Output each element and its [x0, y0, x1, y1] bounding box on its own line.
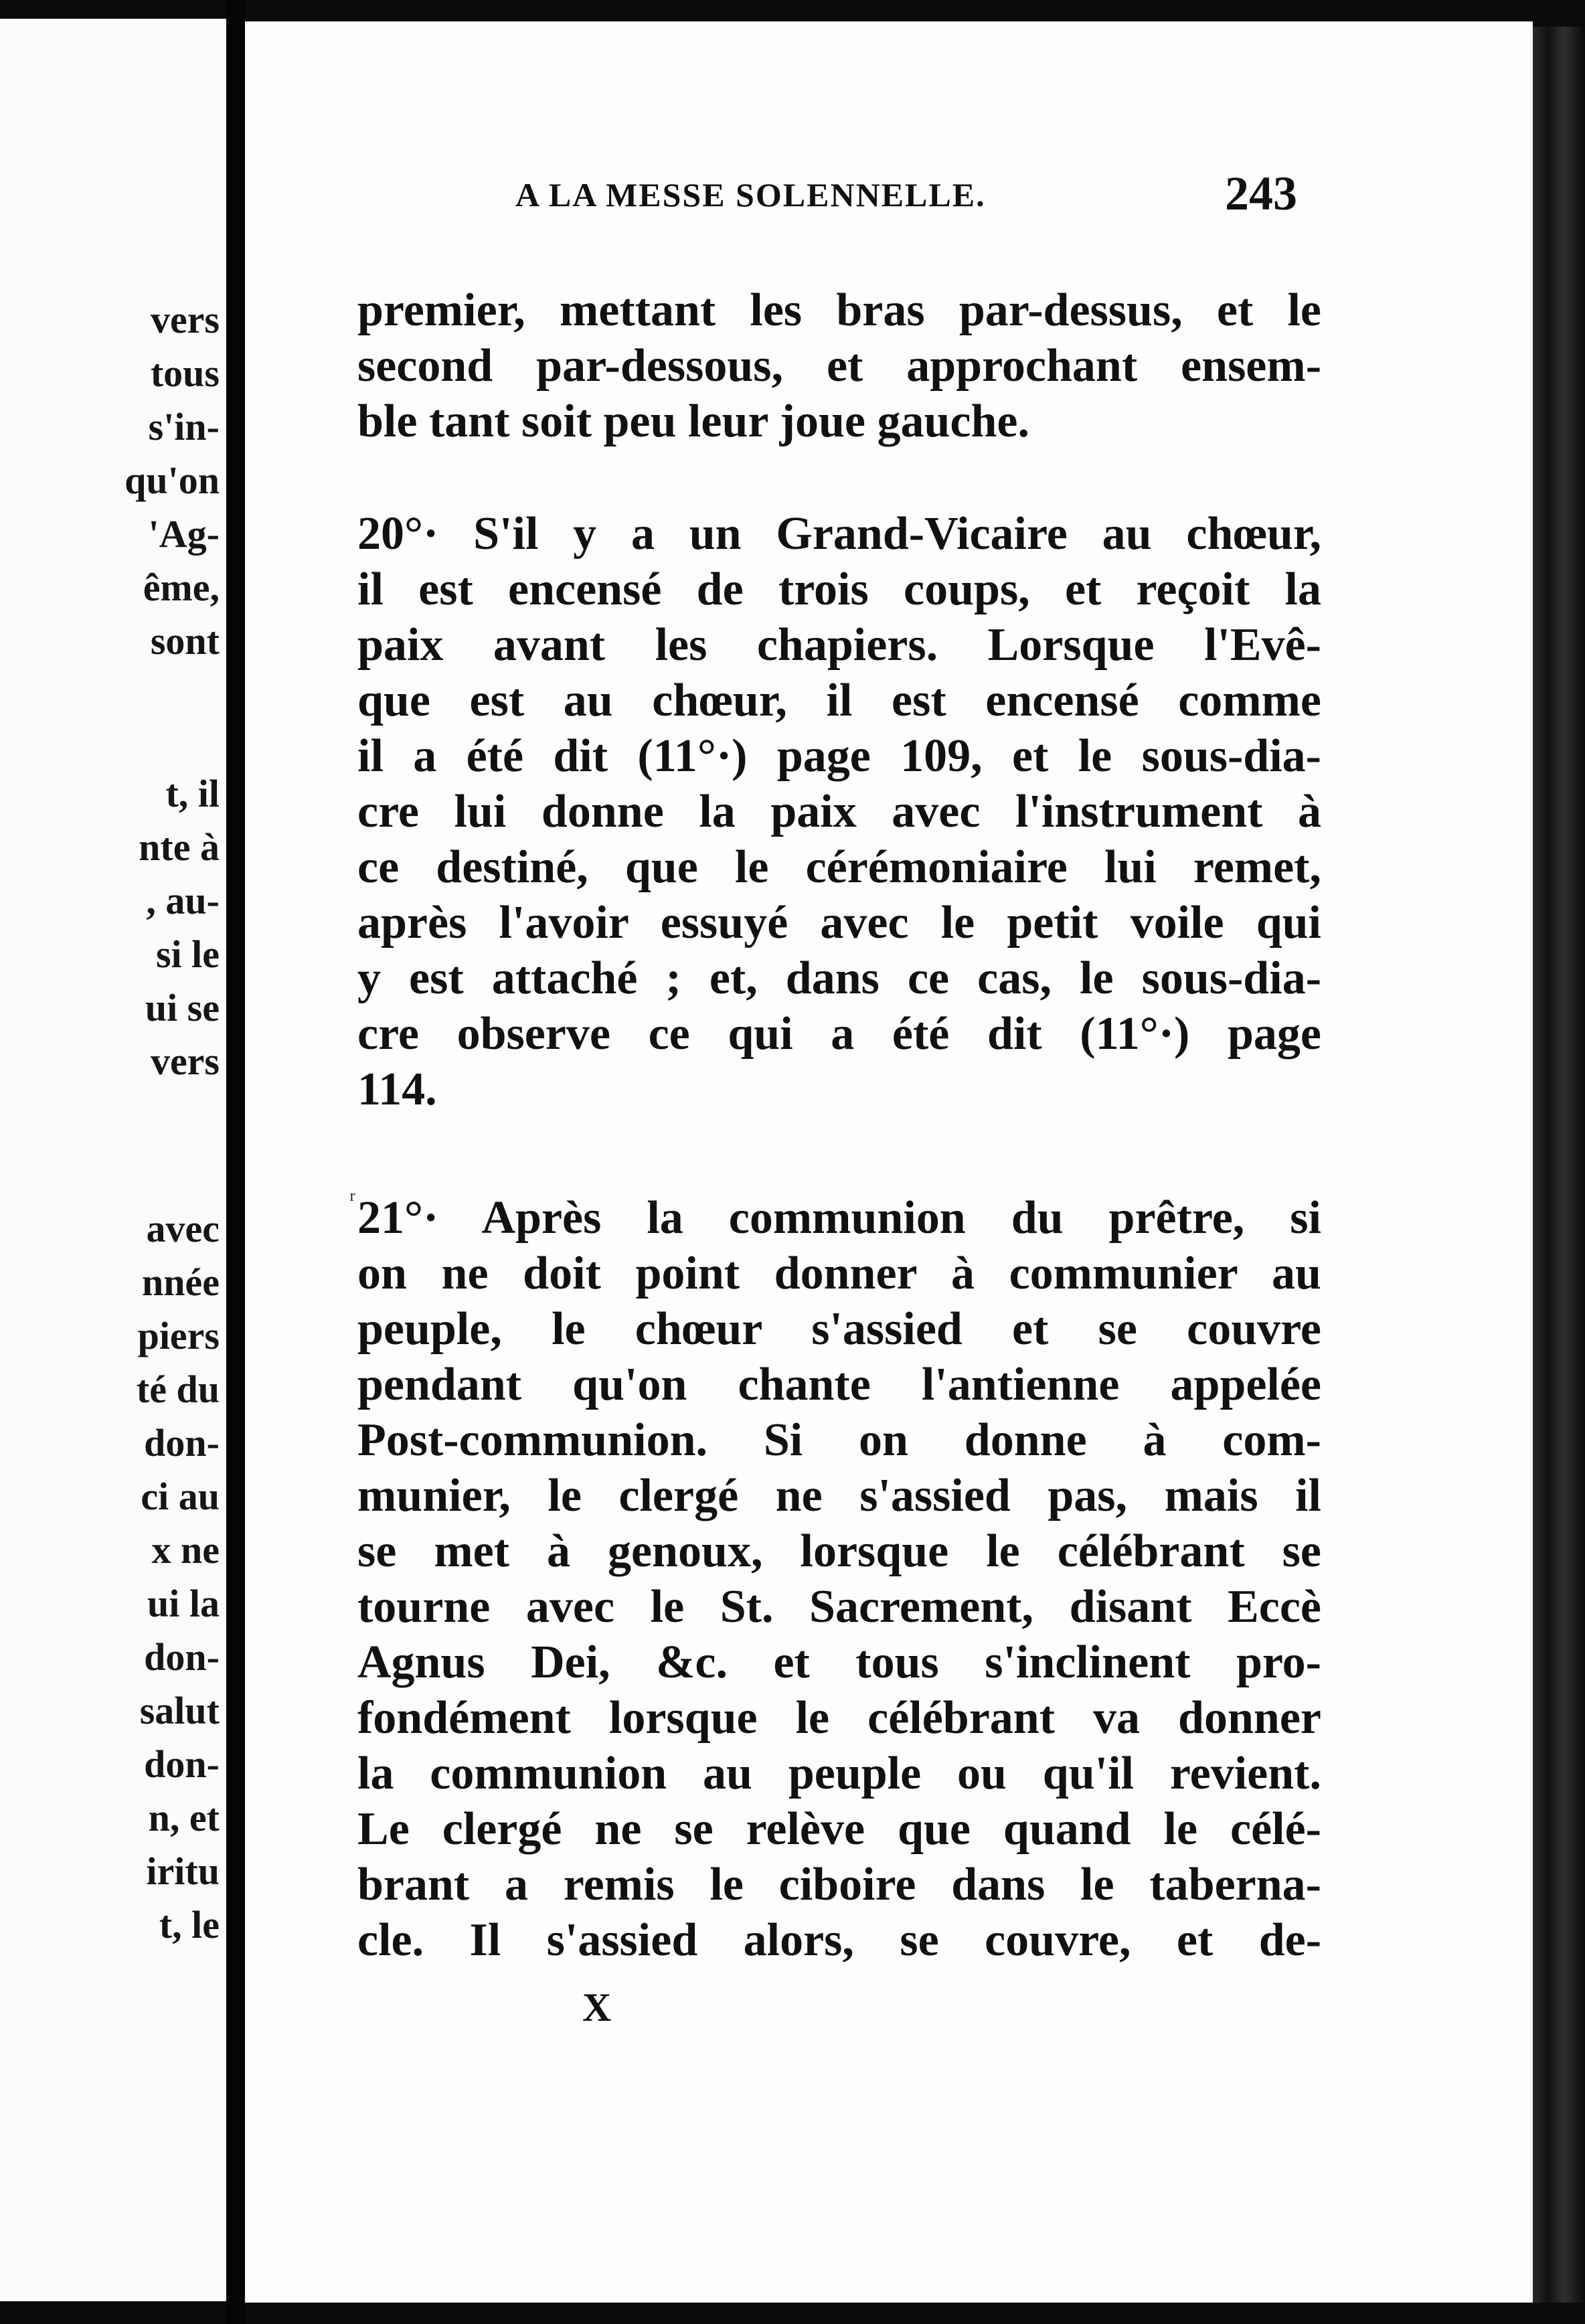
signature-mark: X: [582, 1985, 612, 2029]
running-head: A LA MESSE SOLENNELLE.: [515, 176, 986, 214]
text-line: munier, le clergé ne s'assied pas, mais il: [357, 1470, 1321, 1521]
previous-page-edge: [0, 19, 226, 2301]
left-fragment-block-2: t, il nte à , au- si le ui se vers: [139, 772, 220, 1083]
text-line: premier, mettant les bras par-dessus, et le: [357, 284, 1321, 336]
text-line: y est attaché ; et, dans ce cas, le sous-dia-: [357, 952, 1321, 1004]
paragraph-3: [357, 1190, 1321, 1968]
text-line: il a été dit (11°·) page 109, et le sous-dia-: [357, 730, 1321, 782]
text-line: 21°· Après la communion du prêtre, si: [357, 1192, 1321, 1244]
paragraph-1: [357, 282, 1321, 449]
text-line: tourne avec le St. Sacrement, disant Eccè: [357, 1581, 1321, 1633]
stray-ink-mark: ʳ: [349, 1184, 355, 1214]
book-gutter: [226, 0, 245, 2324]
text-line: cre lui donne la paix avec l'instrument à: [357, 786, 1321, 837]
text-line: ce destiné, que le cérémoniaire lui remet,: [357, 841, 1321, 893]
text-line: Agnus Dei, &c. et tous s'inclinent pro-: [357, 1637, 1321, 1688]
text-line: cle. Il s'assied alors, se couvre, et de-: [357, 1914, 1321, 1966]
text-line: 114.: [357, 1064, 437, 1115]
text-line: on ne doit point donner à communier au: [357, 1248, 1321, 1299]
text-line: second par-dessous, et approchant ensem-: [357, 340, 1321, 392]
text-line: il est encensé de trois coups, et reçoit la: [357, 564, 1321, 615]
page-number: 243: [1225, 167, 1297, 220]
text-line: Post-communion. Si on donne à com-: [357, 1414, 1321, 1466]
text-line: ble tant soit peu leur joue gauche.: [357, 396, 1029, 447]
left-fragment-block-1: vers tous s'in- qu'on 'Ag- ême, sont: [124, 298, 220, 663]
text-line: la communion au peuple ou qu'il revient.: [357, 1748, 1321, 1799]
paragraph-2: [357, 506, 1321, 1117]
left-fragment-block-3: avec nnée piers té du don- ci au x ne ui la don- salut don- n, et iritu t, le: [136, 1207, 220, 1946]
text-line: Le clergé ne se relève que quand le célé-: [357, 1803, 1321, 1855]
text-line: paix avant les chapiers. Lorsque l'Evê-: [357, 619, 1321, 671]
text-line: après l'avoir essuyé avec le petit voile qui: [357, 897, 1321, 948]
text-line: que est au chœur, il est encensé comme: [357, 675, 1321, 726]
text-line: brant a remis le ciboire dans le taberna-: [357, 1859, 1321, 1910]
page-stack-edge: [1533, 27, 1585, 2303]
text-line: peuple, le chœur s'assied et se couvre: [357, 1303, 1321, 1355]
text-line: se met à genoux, lorsque le célébrant se: [357, 1525, 1321, 1577]
text-line: fondément lorsque le célébrant va donner: [357, 1692, 1321, 1744]
text-line: cre observe ce qui a été dit (11°·) page: [357, 1008, 1321, 1060]
text-line: pendant qu'on chante l'antienne appelée: [357, 1359, 1321, 1410]
text-line: 20°· S'il y a un Grand-Vicaire au chœur,: [357, 508, 1321, 560]
